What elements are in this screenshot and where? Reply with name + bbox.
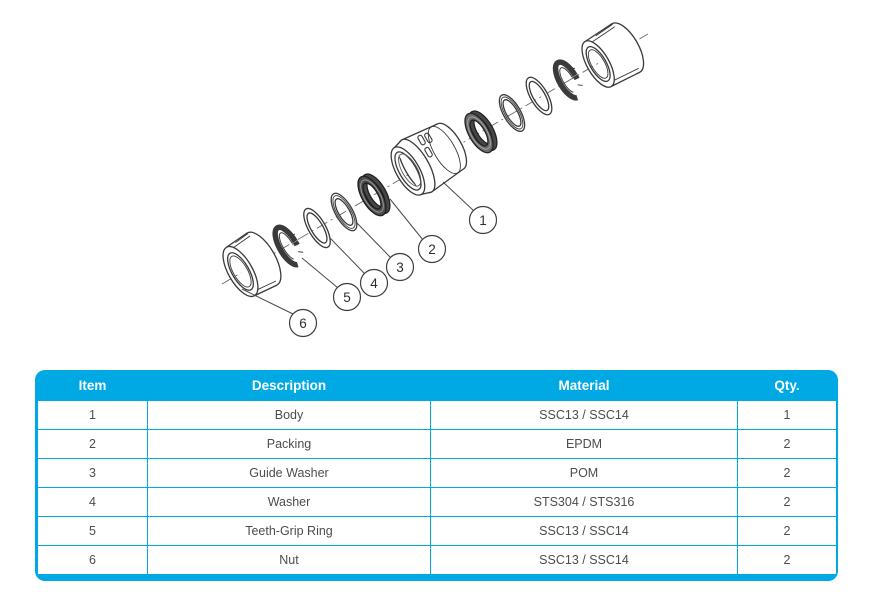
table-row [38,401,837,430]
callout-1-leader [443,182,474,211]
cell-qty: 2 [738,517,837,546]
table-row [38,488,837,517]
header-description: Description [251,377,327,393]
cell-qty: 2 [738,488,837,517]
cell-material: EPDM [431,430,738,459]
parts-table-container [35,370,838,581]
callout-3-leader [356,222,391,258]
cell-description: Body [148,401,431,430]
callout-5-label: 5 [343,289,351,305]
cell-material: SSC13 / SSC14 [431,546,738,575]
callout-2 [390,199,446,263]
cell-qty: 2 [738,459,837,488]
part-washer-right [521,74,557,119]
part-guide-washer-right [494,91,529,135]
callout-3 [356,222,414,281]
cell-material: SSC13 / SSC14 [431,517,738,546]
table-row [38,546,837,575]
callout-2-leader [390,199,423,240]
header-qty: Qty. [774,377,800,393]
callout-1 [443,182,497,234]
table-row [38,430,837,459]
part-nut-right [575,18,651,94]
callout-1-label: 1 [479,212,487,228]
callout-4-label: 4 [370,275,378,291]
part-packing-right [459,107,502,157]
cell-item: 6 [38,546,148,575]
callout-5 [302,258,361,311]
callout-6-label: 6 [299,315,307,331]
callout-3-label: 3 [396,259,404,275]
parts-table [37,370,837,575]
header-item: Item [78,377,107,393]
cell-item: 3 [38,459,148,488]
part-teeth-grip-ring-right [551,57,589,102]
table-row [38,517,837,546]
cell-item: 4 [38,488,148,517]
cell-description: Teeth-Grip Ring [148,517,431,546]
cell-description: Washer [148,488,431,517]
parts-table-header [38,370,837,401]
cell-item: 2 [38,430,148,459]
cell-qty: 2 [738,546,837,575]
cell-qty: 2 [738,430,837,459]
callout-5-leader [302,258,338,288]
cell-material: STS304 / STS316 [431,488,738,517]
part-body [383,115,475,203]
cell-material: POM [431,459,738,488]
cell-description: Nut [148,546,431,575]
callout-6-leader [242,289,293,314]
header-material: Material [558,377,610,393]
header-row [38,370,837,401]
cell-description: Guide Washer [148,459,431,488]
callout-2-label: 2 [428,241,436,257]
table-row [38,459,837,488]
cell-material: SSC13 / SSC14 [431,401,738,430]
cell-qty: 1 [738,401,837,430]
cell-item: 5 [38,517,148,546]
cell-item: 1 [38,401,148,430]
cell-description: Packing [148,430,431,459]
callout-4-leader [330,238,365,274]
